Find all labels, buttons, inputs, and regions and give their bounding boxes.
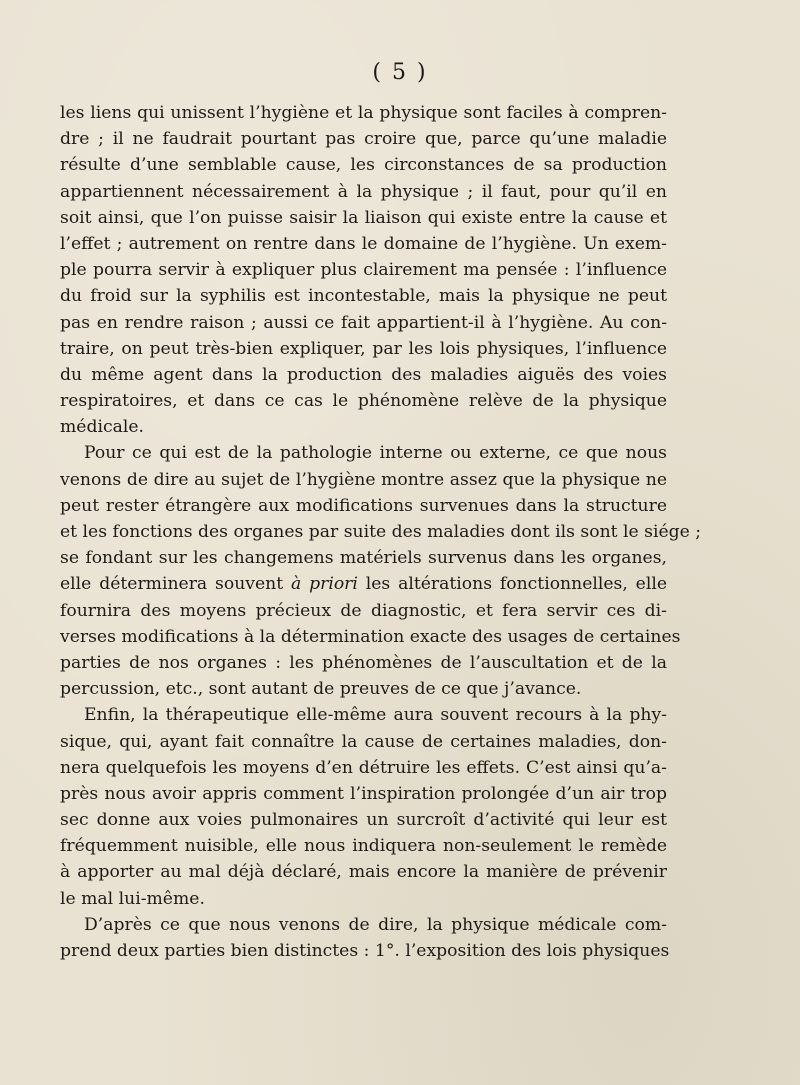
text-line: traire, on peut très-bien expliquer, par les lois physiques, l’influence [60,338,667,359]
text-line: pas en rendre raison ; aussi ce fait appartient-il à l’hygiène. Au con- [60,312,667,333]
text-line: le mal lui-même. [60,888,205,909]
text-line: peut rester étrangère aux modifications survenues dans la structure [60,495,667,516]
text-line: du froid sur la syphilis est incontestable, mais la physique ne peut [60,286,667,307]
text-fragment: les altérations fonctionnelles, elle [365,574,668,595]
text-line: respiratoires, et dans ce cas le phénomène relève de la physique [60,391,667,412]
text-line: fournira des moyens précieux de diagnostic, et fera servir ces di- [60,600,667,621]
text-line: appartiennent nécessairement à la physique ; il faut, pour qu’il en [60,181,667,202]
text-line: venons de dire au sujet de l’hygiène montre assez que la physique ne [60,469,667,490]
text-line: et les fonctions des organes par suite des maladies dont ils sont le siége ; [60,522,702,542]
text-line [60,571,667,597]
text-line: médicale. [60,417,144,438]
text-line: D’après ce que nous venons de dire, la physique médicale com- [84,914,667,935]
text-line: à apporter au mal déjà déclaré, mais encore la manière de prévenir [60,862,667,883]
text-line: percussion, etc., sont autant de preuves de ce que j’avance. [60,679,582,700]
text-line: fréquemment nuisible, elle nous indiquera non-seulement le remède [60,836,667,857]
text-line: verses modifications à la détermination exacte des usages de certaines [60,626,681,647]
text-line: soit ainsi, que l’on puisse saisir la liaison qui existe entre la cause et [60,207,667,228]
text-line: Enfin, la thérapeutique elle-même aura souvent recours à la phy- [84,705,667,726]
text-line: Pour ce qui est de la pathologie interne ou externe, ce que nous [84,443,667,464]
text-line: sec donne aux voies pulmonaires un surcroît d’activité qui leur est [60,810,667,831]
text-line: du même agent dans la production des maladies aiguës des voies [60,364,667,385]
text-line: parties de nos organes : les phénomènes de l’auscultation et de la [60,652,667,673]
body-text [60,100,702,964]
italic-text: à priori [291,574,358,595]
text-line: les liens qui unissent l’hygiène et la physique sont faciles à compren- [60,103,667,123]
text-line: prend deux parties bien distinctes : 1°. l’exposition des lois physiques [60,941,670,961]
text-line: nera quelquefois les moyens d’en détruire les effets. C’est ainsi qu’a- [60,757,667,778]
page-number: ( 5 ) [372,60,428,85]
text-line: ple pourra servir à expliquer plus clairement ma pensée : l’influence [60,260,667,281]
text-line: sique, qui, ayant fait connaître la cause de certaines maladies, don- [60,731,667,752]
text-fragment: elle déterminera souvent [60,574,284,595]
text-line: près nous avoir appris comment l’inspiration prolongée d’un air trop [60,783,667,804]
text-line: l’effet ; autrement on rentre dans le domaine de l’hygiène. Un exem- [60,233,667,254]
text-line: dre ; il ne faudrait pourtant pas croire que, parce qu’une maladie [60,129,667,150]
text-line: se fondant sur les changemens matériels survenus dans les organes, [60,548,667,569]
text-line: résulte d’une semblable cause, les circonstances de sa production [60,155,667,176]
